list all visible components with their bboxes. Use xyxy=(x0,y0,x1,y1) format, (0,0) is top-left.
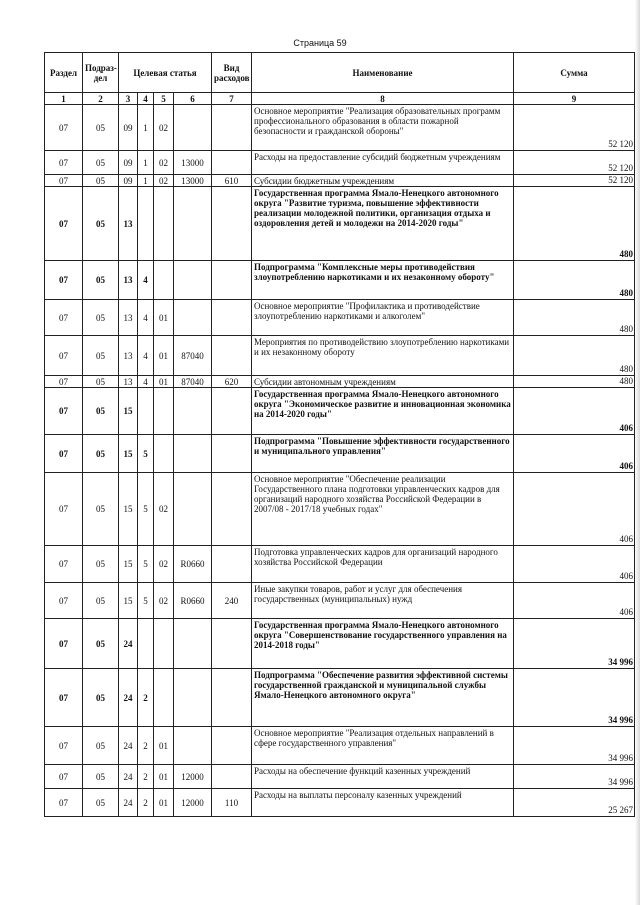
item-name-cell: Подпрограмма "Комплексные меры противодействия злоупотреблению наркотиками и их незаконному обороту" xyxy=(252,261,514,300)
amount-cell: 25 267 xyxy=(514,789,635,817)
program-code-cell: 24 xyxy=(119,765,138,789)
razdel-cell: 07 xyxy=(45,789,83,817)
header-tselevaya-statya: Целевая статья xyxy=(119,53,212,93)
expense-type-cell xyxy=(212,261,252,300)
event-code-cell: 01 xyxy=(154,789,174,817)
amount-cell: 406 xyxy=(514,583,635,619)
program-code-cell: 09 xyxy=(119,151,138,175)
subprogram-code-cell xyxy=(138,388,154,435)
col-index: 2 xyxy=(83,93,119,105)
event-code-cell xyxy=(154,187,174,261)
subprogram-code-cell: 5 xyxy=(138,473,154,546)
razdel-cell: 07 xyxy=(45,175,83,187)
program-code-cell: 13 xyxy=(119,300,138,336)
direction-code-cell xyxy=(174,435,212,473)
amount-cell: 406 xyxy=(514,435,635,473)
event-code-cell: 01 xyxy=(154,336,174,376)
podrazdel-cell: 05 xyxy=(83,583,119,619)
direction-code-cell xyxy=(174,619,212,669)
item-name-cell: Мероприятия по противодействию злоупотреблению наркотиками и их незаконному обороту xyxy=(252,336,514,376)
item-name-cell: Субсидии автономным учреждениям xyxy=(252,376,514,388)
direction-code-cell xyxy=(174,388,212,435)
razdel-cell: 07 xyxy=(45,336,83,376)
razdel-cell: 07 xyxy=(45,105,83,151)
item-name-cell: Подпрограмма "Обеспечение развития эффективной системы государственной гражданской и муниципальной службы Ямало-Ненецкого автономного округа" xyxy=(252,669,514,727)
podrazdel-cell: 05 xyxy=(83,175,119,187)
item-name-cell: Подпрограмма "Повышение эффективности государственного и муниципального управления" xyxy=(252,435,514,473)
expense-type-cell: 610 xyxy=(212,175,252,187)
table-row xyxy=(45,619,635,669)
podrazdel-cell: 05 xyxy=(83,473,119,546)
table-row xyxy=(45,151,635,175)
expense-type-cell xyxy=(212,388,252,435)
program-code-cell: 09 xyxy=(119,105,138,151)
col-index: 3 xyxy=(119,93,138,105)
col-index: 1 xyxy=(45,93,83,105)
amount-cell: 34 996 xyxy=(514,669,635,727)
col-index: 7 xyxy=(212,93,252,105)
item-name-cell: Основное мероприятие "Профилактика и противодействие злоупотреблению наркотиками и алкоголем" xyxy=(252,300,514,336)
subprogram-code-cell xyxy=(138,619,154,669)
column-index-row xyxy=(45,93,635,105)
event-code-cell: 01 xyxy=(154,376,174,388)
podrazdel-cell: 05 xyxy=(83,261,119,300)
expense-type-cell xyxy=(212,546,252,583)
expense-type-cell xyxy=(212,669,252,727)
subprogram-code-cell: 5 xyxy=(138,583,154,619)
table-row xyxy=(45,336,635,376)
program-code-cell: 15 xyxy=(119,388,138,435)
razdel-cell: 07 xyxy=(45,435,83,473)
item-name-cell: Основное мероприятие "Реализация отдельных направлений в сфере государственного управления" xyxy=(252,727,514,765)
col-index: 5 xyxy=(154,93,174,105)
subprogram-code-cell: 4 xyxy=(138,376,154,388)
expense-type-cell xyxy=(212,151,252,175)
event-code-cell xyxy=(154,619,174,669)
subprogram-code-cell: 4 xyxy=(138,300,154,336)
event-code-cell: 01 xyxy=(154,765,174,789)
table-row xyxy=(45,669,635,727)
item-name-cell: Государственная программа Ямало-Ненецкого автономного округа "Совершенствование государственного управления на 2014-2018 годы" xyxy=(252,619,514,669)
direction-code-cell xyxy=(174,473,212,546)
podrazdel-cell: 05 xyxy=(83,151,119,175)
podrazdel-cell: 05 xyxy=(83,300,119,336)
program-code-cell: 13 xyxy=(119,261,138,300)
subprogram-code-cell: 2 xyxy=(138,765,154,789)
razdel-cell: 07 xyxy=(45,376,83,388)
item-name-cell: Расходы на обеспечение функций казенных учреждений xyxy=(252,765,514,789)
item-name-cell: Государственная программа Ямало-Ненецкого автономного округа "Развитие туризма, повышение эффективности реализации молодежной политики, организация отдыха и оздоровления детей и молодежи на 2014-2020 годы" xyxy=(252,187,514,261)
expense-type-cell xyxy=(212,336,252,376)
table-row xyxy=(45,765,635,789)
direction-code-cell: R0660 xyxy=(174,546,212,583)
podrazdel-cell: 05 xyxy=(83,546,119,583)
direction-code-cell xyxy=(174,105,212,151)
amount-cell: 480 xyxy=(514,376,635,388)
table-row xyxy=(45,261,635,300)
program-code-cell: 15 xyxy=(119,546,138,583)
event-code-cell: 01 xyxy=(154,300,174,336)
table-row xyxy=(45,546,635,583)
expense-type-cell xyxy=(212,619,252,669)
amount-cell: 480 xyxy=(514,187,635,261)
podrazdel-cell: 05 xyxy=(83,187,119,261)
subprogram-code-cell: 1 xyxy=(138,175,154,187)
table-row xyxy=(45,789,635,817)
program-code-cell: 09 xyxy=(119,175,138,187)
expense-type-cell xyxy=(212,187,252,261)
program-code-cell: 15 xyxy=(119,583,138,619)
program-code-cell: 24 xyxy=(119,619,138,669)
item-name-cell: Иные закупки товаров, работ и услуг для обеспечения государственных (муниципальных) нужд xyxy=(252,583,514,619)
header-summa: Сумма xyxy=(514,53,635,93)
subprogram-code-cell: 2 xyxy=(138,789,154,817)
scan-edge-shadow xyxy=(635,0,640,905)
expense-type-cell xyxy=(212,727,252,765)
razdel-cell: 07 xyxy=(45,151,83,175)
table-row xyxy=(45,175,635,187)
subprogram-code-cell: 2 xyxy=(138,669,154,727)
razdel-cell: 07 xyxy=(45,765,83,789)
event-code-cell: 02 xyxy=(154,546,174,583)
program-code-cell: 13 xyxy=(119,336,138,376)
razdel-cell: 07 xyxy=(45,187,83,261)
expense-type-cell: 620 xyxy=(212,376,252,388)
header-podrazdel: Подраз- дел xyxy=(83,53,119,93)
podrazdel-cell: 05 xyxy=(83,388,119,435)
program-code-cell: 24 xyxy=(119,727,138,765)
event-code-cell xyxy=(154,261,174,300)
col-index: 6 xyxy=(174,93,212,105)
subprogram-code-cell xyxy=(138,187,154,261)
amount-cell: 34 996 xyxy=(514,765,635,789)
podrazdel-cell: 05 xyxy=(83,619,119,669)
amount-cell: 406 xyxy=(514,546,635,583)
amount-cell: 52 120 xyxy=(514,105,635,151)
podrazdel-cell: 05 xyxy=(83,789,119,817)
amount-cell: 34 996 xyxy=(514,727,635,765)
subprogram-code-cell: 4 xyxy=(138,336,154,376)
podrazdel-cell: 05 xyxy=(83,105,119,151)
direction-code-cell: 13000 xyxy=(174,151,212,175)
program-code-cell: 15 xyxy=(119,435,138,473)
razdel-cell: 07 xyxy=(45,727,83,765)
razdel-cell: 07 xyxy=(45,388,83,435)
item-name-cell: Расходы на предоставление субсидий бюджетным учреждениям xyxy=(252,151,514,175)
header-razdel: Раздел xyxy=(45,53,83,93)
podrazdel-cell: 05 xyxy=(83,435,119,473)
direction-code-cell: 12000 xyxy=(174,789,212,817)
razdel-cell: 07 xyxy=(45,473,83,546)
amount-cell: 480 xyxy=(514,300,635,336)
event-code-cell: 01 xyxy=(154,727,174,765)
direction-code-cell xyxy=(174,727,212,765)
subprogram-code-cell: 1 xyxy=(138,151,154,175)
podrazdel-cell: 05 xyxy=(83,765,119,789)
item-name-cell: Основное мероприятие "Обеспечение реализации Государственного плана подготовки управленческих кадров для организаций народного хозяйства Российской Федерации в 2007/08 - 2017/18 учебных годах" xyxy=(252,473,514,546)
direction-code-cell: 87040 xyxy=(174,376,212,388)
program-code-cell: 24 xyxy=(119,789,138,817)
subprogram-code-cell: 5 xyxy=(138,435,154,473)
event-code-cell xyxy=(154,435,174,473)
subprogram-code-cell: 4 xyxy=(138,261,154,300)
subprogram-code-cell: 2 xyxy=(138,727,154,765)
program-code-cell: 13 xyxy=(119,376,138,388)
razdel-cell: 07 xyxy=(45,583,83,619)
amount-cell: 406 xyxy=(514,388,635,435)
item-name-cell: Расходы на выплаты персоналу казенных учреждений xyxy=(252,789,514,817)
amount-cell: 34 996 xyxy=(514,619,635,669)
event-code-cell: 02 xyxy=(154,583,174,619)
subprogram-code-cell: 1 xyxy=(138,105,154,151)
direction-code-cell xyxy=(174,187,212,261)
direction-code-cell: 13000 xyxy=(174,175,212,187)
expense-type-cell xyxy=(212,473,252,546)
page-number-label: Страница 59 xyxy=(293,38,347,48)
table-row xyxy=(45,187,635,261)
direction-code-cell xyxy=(174,300,212,336)
expense-type-cell: 240 xyxy=(212,583,252,619)
table-row xyxy=(45,727,635,765)
amount-cell: 480 xyxy=(514,336,635,376)
direction-code-cell: 87040 xyxy=(174,336,212,376)
event-code-cell: 02 xyxy=(154,105,174,151)
table-row xyxy=(45,300,635,336)
expense-type-cell: 110 xyxy=(212,789,252,817)
table-row xyxy=(45,376,635,388)
direction-code-cell xyxy=(174,261,212,300)
razdel-cell: 07 xyxy=(45,300,83,336)
razdel-cell: 07 xyxy=(45,546,83,583)
header-row xyxy=(45,53,635,93)
event-code-cell: 02 xyxy=(154,151,174,175)
program-code-cell: 15 xyxy=(119,473,138,546)
podrazdel-cell: 05 xyxy=(83,376,119,388)
podrazdel-cell: 05 xyxy=(83,727,119,765)
subprogram-code-cell: 5 xyxy=(138,546,154,583)
col-index: 8 xyxy=(252,93,514,105)
expense-type-cell xyxy=(212,765,252,789)
item-name-cell: Государственная программа Ямало-Ненецкого автономного округа "Экономическое развитие и инновационная экономика на 2014-2020 годы" xyxy=(252,388,514,435)
header-naimenovanie: Наименование xyxy=(252,53,514,93)
amount-cell: 52 120 xyxy=(514,175,635,187)
direction-code-cell: 12000 xyxy=(174,765,212,789)
expense-type-cell xyxy=(212,105,252,151)
program-code-cell: 24 xyxy=(119,669,138,727)
event-code-cell xyxy=(154,669,174,727)
item-name-cell: Основное мероприятие "Реализация образовательных программ профессионального образования в области пожарной безопасности и гражданской обороны" xyxy=(252,105,514,151)
razdel-cell: 07 xyxy=(45,619,83,669)
budget-table xyxy=(44,52,635,817)
table-row xyxy=(45,105,635,151)
event-code-cell xyxy=(154,388,174,435)
col-index: 4 xyxy=(138,93,154,105)
table-row xyxy=(45,473,635,546)
podrazdel-cell: 05 xyxy=(83,669,119,727)
program-code-cell: 13 xyxy=(119,187,138,261)
razdel-cell: 07 xyxy=(45,261,83,300)
item-name-cell: Подготовка управленческих кадров для организаций народного хозяйства Российской Федерации xyxy=(252,546,514,583)
event-code-cell: 02 xyxy=(154,473,174,546)
expense-type-cell xyxy=(212,300,252,336)
col-index: 9 xyxy=(514,93,635,105)
amount-cell: 52 120 xyxy=(514,151,635,175)
header-vid-raskhodov: Вид расходов xyxy=(212,53,252,93)
amount-cell: 406 xyxy=(514,473,635,546)
item-name-cell: Субсидии бюджетным учреждениям xyxy=(252,175,514,187)
direction-code-cell: R0660 xyxy=(174,583,212,619)
table-row xyxy=(45,583,635,619)
event-code-cell: 02 xyxy=(154,175,174,187)
direction-code-cell xyxy=(174,669,212,727)
razdel-cell: 07 xyxy=(45,669,83,727)
amount-cell: 480 xyxy=(514,261,635,300)
podrazdel-cell: 05 xyxy=(83,336,119,376)
expense-type-cell xyxy=(212,435,252,473)
table-row xyxy=(45,435,635,473)
table-row xyxy=(45,388,635,435)
